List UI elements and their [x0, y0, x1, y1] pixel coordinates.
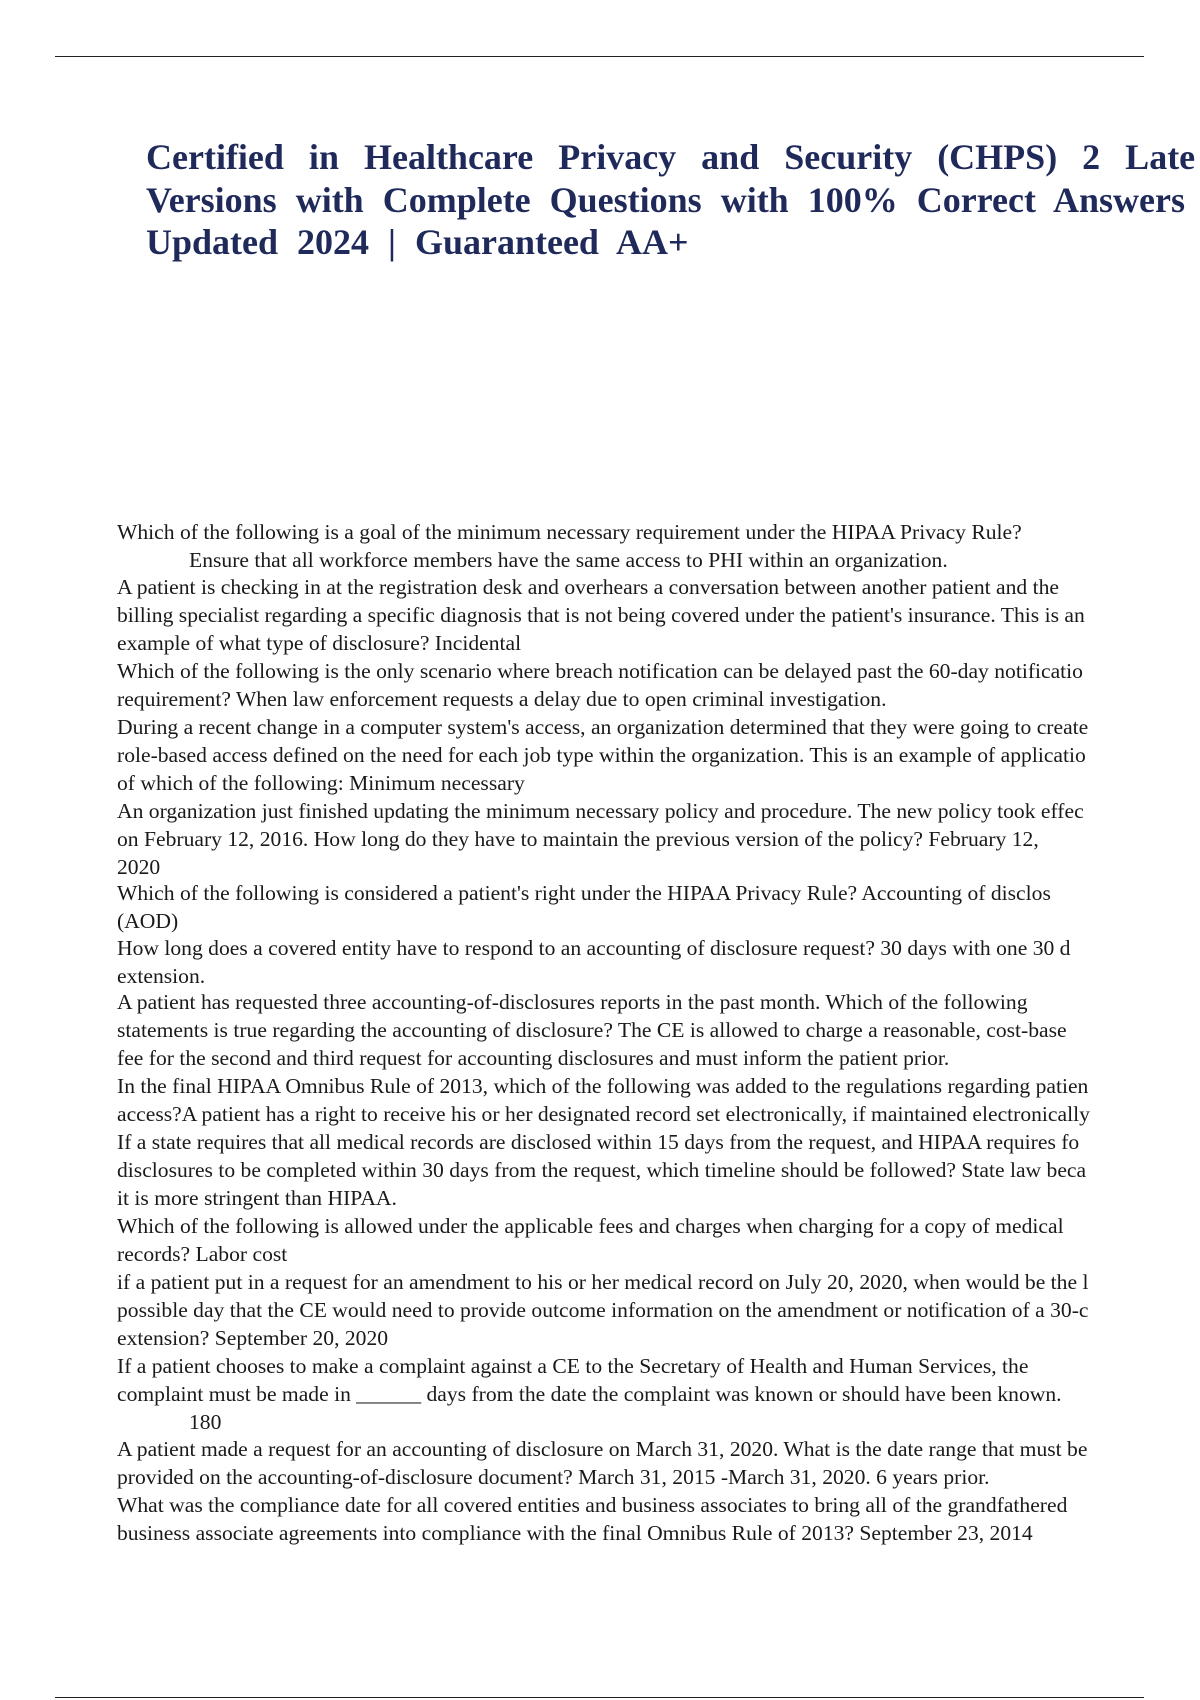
- text-line: records? Labor cost: [117, 1242, 288, 1266]
- document-title: [146, 136, 1200, 264]
- text-line: fee for the second and third request for accounting disclosures and must inform the patient prior.: [117, 1046, 950, 1070]
- answer-line: 180: [189, 1410, 222, 1434]
- text-line: of which of the following: Minimum necessary: [117, 770, 525, 795]
- text-line: on February 12, 2016. How long do they have to maintain the previous version of the policy? February 12,: [117, 826, 1039, 851]
- text-line: requirement? When law enforcement requests a delay due to open criminal investigation.: [117, 686, 887, 711]
- text-line: statements is true regarding the accounting of disclosure? The CE is allowed to charge a reasonable, cost-base: [117, 1018, 1067, 1042]
- text-line: During a recent change in a computer system's access, an organization determined that they were going to create: [117, 714, 1089, 739]
- text-line: if a patient put in a request for an amendment to his or her medical record on July 20, 2020, when would be the l: [117, 1270, 1089, 1294]
- text-line: extension? September 20, 2020: [117, 1326, 389, 1350]
- text-line: example of what type of disclosure? Incidental: [117, 630, 522, 655]
- text-line: If a state requires that all medical records are disclosed within 15 days from the request, and HIPAA requires fo: [117, 1130, 1080, 1154]
- text-line: business associate agreements into compliance with the final Omnibus Rule of 2013? September 23, 2014: [117, 1520, 1033, 1545]
- text-line: Which of the following is considered a patient's right under the HIPAA Privacy Rule? Accounting of disclos: [117, 881, 1051, 905]
- text-line: Which of the following is allowed under the applicable fees and charges when charging for a copy of medical: [117, 1214, 1064, 1238]
- title-line: Updated 2024 | Guaranteed AA+: [146, 222, 689, 262]
- text-line: 2020: [117, 854, 161, 879]
- answer-line: Ensure that all workforce members have the same access to PHI within an organization.: [189, 548, 948, 572]
- text-line: If a patient chooses to make a complaint against a CE to the Secretary of Health and Human Services, the: [117, 1354, 1029, 1378]
- text-line: A patient has requested three accounting-of-disclosures reports in the past month. Which of the following: [117, 990, 1028, 1014]
- text-line: A patient made a request for an accounting of disclosure on March 31, 2020. What is the date range that must be: [117, 1436, 1088, 1461]
- text-line: it is more stringent than HIPAA.: [117, 1186, 397, 1210]
- text-line: An organization just finished updating the minimum necessary policy and procedure. The new policy took effec: [117, 798, 1084, 823]
- text-line: extension.: [117, 963, 206, 988]
- text-line: In the final HIPAA Omnibus Rule of 2013, which of the following was added to the regulations regarding patien: [117, 1074, 1089, 1098]
- text-line: provided on the accounting-of-disclosure document? March 31, 2015 -March 31, 2020. 6 years prior.: [117, 1464, 990, 1489]
- text-line: What was the compliance date for all covered entities and business associates to bring all of the grandfathered: [117, 1492, 1068, 1517]
- question-answer-list: [117, 518, 1200, 1547]
- text-line: disclosures to be completed within 30 days from the request, which timeline should be followed? State law beca: [117, 1158, 1087, 1182]
- text-line: How long does a covered entity have to respond to an accounting of disclosure request? 30 days with one 30 d: [117, 935, 1071, 960]
- text-line: possible day that the CE would need to provide outcome information on the amendment or notification of a 30-c: [117, 1298, 1089, 1322]
- top-rule: [55, 56, 1144, 57]
- text-line: Which of the following is a goal of the minimum necessary requirement under the HIPAA Privacy Rule?: [117, 520, 1022, 544]
- title-line: Versions with Complete Questions with 100% Correct Answers: [146, 179, 1185, 220]
- bottom-rule: [55, 1697, 1144, 1698]
- text-line: billing specialist regarding a specific diagnosis that is not being covered under the patient's insurance. This is an: [117, 602, 1085, 627]
- text-line: complaint must be made in ______ days from the date the complaint was known or should have been known.: [117, 1382, 1062, 1406]
- title-line: Certified in Healthcare Privacy and Security (CHPS) 2 Late: [146, 137, 1196, 177]
- text-line: A patient is checking in at the registration desk and overhears a conversation between another patient and the: [117, 574, 1059, 599]
- text-line: Which of the following is the only scenario where breach notification can be delayed past the 60-day notificatio: [117, 658, 1083, 683]
- text-line: role-based access defined on the need for each job type within the organization. This is an example of applicatio: [117, 742, 1086, 767]
- text-line: (AOD): [117, 909, 179, 933]
- text-line: access?A patient has a right to receive his or her designated record set electronically, if maintained electronically: [117, 1102, 1090, 1126]
